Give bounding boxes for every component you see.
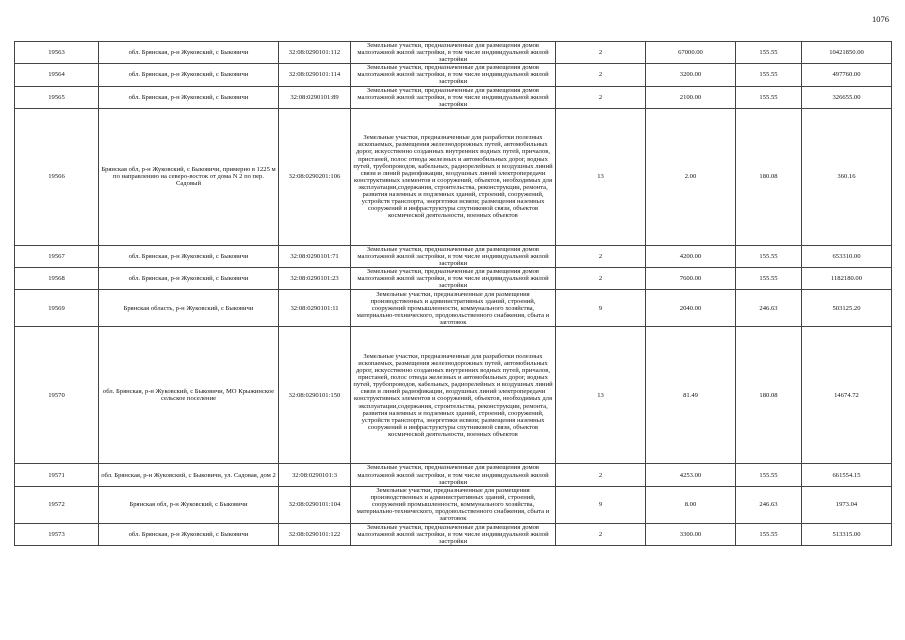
table-row xyxy=(15,464,892,486)
land-usage-cell: Земельные участки, предназначенные для размещения домов малоэтажной жилой застройки, в том числе индивидуальной жилой застройки xyxy=(351,464,556,486)
table-row xyxy=(15,42,892,64)
cadastral-value-cell: 326655.00 xyxy=(802,86,892,108)
area-cell: 4253.00 xyxy=(646,464,736,486)
usage-group-code-cell: 2 xyxy=(556,245,646,267)
record-number-cell: 19566 xyxy=(15,108,99,245)
area-cell: 8.00 xyxy=(646,486,736,523)
land-usage-cell: Земельные участки, предназначенные для размещения домов малоэтажной жилой застройки, в том числе индивидуальной жилой застройки xyxy=(351,86,556,108)
usage-group-code-cell: 2 xyxy=(556,523,646,545)
cadastral-number-cell: 32:08:0290101:114 xyxy=(279,64,351,86)
address-cell: обл. Брянская, р-н Жуковский, с Быковичи xyxy=(99,42,279,64)
usage-group-code-cell: 2 xyxy=(556,86,646,108)
address-cell: обл. Брянская, р-н Жуковский, с Быковичи xyxy=(99,86,279,108)
area-cell: 67000.00 xyxy=(646,42,736,64)
cadastral-value-cell: 10421850.00 xyxy=(802,42,892,64)
specific-value-cell: 180.08 xyxy=(736,327,802,464)
address-cell: Брянская обл, р-н Жуковский, с Быковичи, примерно в 1225 м по направлению на северо-восток от дома N 2 по пер. Садовый xyxy=(99,108,279,245)
cadastral-number-cell: 32:08:0290101:23 xyxy=(279,268,351,290)
address-cell: обл. Брянская, р-н Жуковский, с Быковичи xyxy=(99,268,279,290)
page-number: 1076 xyxy=(872,14,889,24)
cadastral-number-cell: 32:08:0290101:122 xyxy=(279,523,351,545)
specific-value-cell: 246.63 xyxy=(736,290,802,327)
usage-group-code-cell: 9 xyxy=(556,486,646,523)
table-row xyxy=(15,523,892,545)
land-usage-cell: Земельные участки, предназначенные для размещения производственных и административных зданий, строений, сооружений промышленности, коммунального хозяйства, материально-технического, продовольственного снабжения, сбыта и заготовок xyxy=(351,290,556,327)
record-number-cell: 19571 xyxy=(15,464,99,486)
record-number-cell: 19568 xyxy=(15,268,99,290)
cadastral-value-cell: 14674.72 xyxy=(802,327,892,464)
cadastral-value-cell: 503125.20 xyxy=(802,290,892,327)
record-number-cell: 19572 xyxy=(15,486,99,523)
cadastral-number-cell: 32:08:0290201:106 xyxy=(279,108,351,245)
land-usage-cell: Земельные участки, предназначенные для разработки полезных ископаемых, размещения железнодорожных путей, автомобильных дорог, искусственно созданных внутренних водных путей, причалов, пристаней, полос отвода железных и автомобильных дорог, водных путей, трубопроводов, кабельных, радиорелейных и воздушных линий связи и линий радиофикации, воздушных линий электропередачи конструктивных элементов и сооружений, объектов, необходимых для эксплуатации,содержания, строительства, реконструкции, ремонта, развития наземных и подземных зданий, строений, сооружений, устройств транспорта, энергетики исвязи; размещения наземных сооружений и инфраструктуры спутниковой связи, объектов космической деятельности, военных объектов xyxy=(351,327,556,464)
area-cell: 3200.00 xyxy=(646,64,736,86)
cadastral-number-cell: 32:08:0290101:150 xyxy=(279,327,351,464)
area-cell: 4200.00 xyxy=(646,245,736,267)
cadastral-value-cell: 653310.00 xyxy=(802,245,892,267)
address-cell: обл. Брянская, р-н Жуковский, с Быковичи xyxy=(99,64,279,86)
cadastral-value-cell: 1182180.00 xyxy=(802,268,892,290)
table-row xyxy=(15,64,892,86)
table-row xyxy=(15,108,892,245)
land-usage-cell: Земельные участки, предназначенные для размещения домов малоэтажной жилой застройки, в том числе индивидуальной жилой застройки xyxy=(351,523,556,545)
usage-group-code-cell: 2 xyxy=(556,64,646,86)
cadastral-value-cell: 1973.04 xyxy=(802,486,892,523)
specific-value-cell: 155.55 xyxy=(736,64,802,86)
specific-value-cell: 155.55 xyxy=(736,245,802,267)
record-number-cell: 19573 xyxy=(15,523,99,545)
address-cell: Брянская обл, р-н Жуковский, с Быковичи xyxy=(99,486,279,523)
table-row xyxy=(15,86,892,108)
cadastral-value-table xyxy=(14,41,892,546)
record-number-cell: 19564 xyxy=(15,64,99,86)
specific-value-cell: 155.55 xyxy=(736,268,802,290)
usage-group-code-cell: 2 xyxy=(556,42,646,64)
table-row xyxy=(15,290,892,327)
usage-group-code-cell: 2 xyxy=(556,464,646,486)
table-row xyxy=(15,245,892,267)
table-row xyxy=(15,486,892,523)
land-usage-cell: Земельные участки, предназначенные для размещения домов малоэтажной жилой застройки, в том числе индивидуальной жилой застройки xyxy=(351,64,556,86)
cadastral-value-cell: 360.16 xyxy=(802,108,892,245)
specific-value-cell: 155.55 xyxy=(736,86,802,108)
area-cell: 2100.00 xyxy=(646,86,736,108)
land-usage-cell: Земельные участки, предназначенные для размещения домов малоэтажной жилой застройки, в том числе индивидуальной жилой застройки xyxy=(351,268,556,290)
specific-value-cell: 155.55 xyxy=(736,464,802,486)
land-usage-cell: Земельные участки, предназначенные для разработки полезных ископаемых, размещения железнодорожных путей, автомобильных дорог, искусственно созданных внутренних водных путей, причалов, пристаней, полос отвода железных и автомобильных дорог, водных путей, трубопроводов, кабельных, радиорелейных и воздушных линий связи и линий радиофикации, воздушных линий электропередачи конструктивных элементов и сооружений, объектов, необходимых для эксплуатации,содержания, строительства, реконструкции, ремонта, развития наземных и подземных зданий, строений, сооружений, устройств транспорта, энергетики исвязи; размещения наземных сооружений и инфраструктуры спутниковой связи, объектов космической деятельности, военных объектов xyxy=(351,108,556,245)
cadastral-value-cell: 497760.00 xyxy=(802,64,892,86)
specific-value-cell: 180.08 xyxy=(736,108,802,245)
area-cell: 7600.00 xyxy=(646,268,736,290)
cadastral-number-cell: 32:08:0290101:112 xyxy=(279,42,351,64)
table-row xyxy=(15,268,892,290)
specific-value-cell: 155.55 xyxy=(736,523,802,545)
land-usage-cell: Земельные участки, предназначенные для размещения домов малоэтажной жилой застройки, в том числе индивидуальной жилой застройки xyxy=(351,245,556,267)
address-cell: обл. Брянская, р-н Жуковский, с Быковичи, ул. Садовая, дом 2 xyxy=(99,464,279,486)
land-usage-cell: Земельные участки, предназначенные для размещения производственных и административных зданий, строений, сооружений промышленности, коммунального хозяйства, материально-технического, продовольственного снабжения, сбыта и заготовок xyxy=(351,486,556,523)
cadastral-number-cell: 32:08:0290101:89 xyxy=(279,86,351,108)
record-number-cell: 19563 xyxy=(15,42,99,64)
specific-value-cell: 155.55 xyxy=(736,42,802,64)
area-cell: 3300.00 xyxy=(646,523,736,545)
area-cell: 2040.00 xyxy=(646,290,736,327)
area-cell: 2.00 xyxy=(646,108,736,245)
area-cell: 81.49 xyxy=(646,327,736,464)
usage-group-code-cell: 13 xyxy=(556,108,646,245)
cadastral-number-cell: 32:08:0290101:71 xyxy=(279,245,351,267)
cadastral-number-cell: 32:08:0290101:11 xyxy=(279,290,351,327)
usage-group-code-cell: 13 xyxy=(556,327,646,464)
land-usage-cell: Земельные участки, предназначенные для размещения домов малоэтажной жилой застройки, в том числе индивидуальной жилой застройки xyxy=(351,42,556,64)
address-cell: обл. Брянская, р-н Жуковский, с Быковичи xyxy=(99,245,279,267)
specific-value-cell: 246.63 xyxy=(736,486,802,523)
table-body xyxy=(15,42,892,546)
record-number-cell: 19567 xyxy=(15,245,99,267)
cadastral-number-cell: 32:08:0290101:3 xyxy=(279,464,351,486)
usage-group-code-cell: 9 xyxy=(556,290,646,327)
cadastral-value-cell: 661554.15 xyxy=(802,464,892,486)
address-cell: обл. Брянская, р-н Жуковский, с Быковичи xyxy=(99,523,279,545)
address-cell: Брянская область, р-н Жуковский, с Быковичи xyxy=(99,290,279,327)
record-number-cell: 19565 xyxy=(15,86,99,108)
usage-group-code-cell: 2 xyxy=(556,268,646,290)
record-number-cell: 19569 xyxy=(15,290,99,327)
cadastral-value-cell: 513315.00 xyxy=(802,523,892,545)
record-number-cell: 19570 xyxy=(15,327,99,464)
address-cell: обл. Брянская, р-н Жуковский, с Быковичи, МО Крыжинское сельское поселение xyxy=(99,327,279,464)
table-row xyxy=(15,327,892,464)
cadastral-number-cell: 32:08:0290101:104 xyxy=(279,486,351,523)
